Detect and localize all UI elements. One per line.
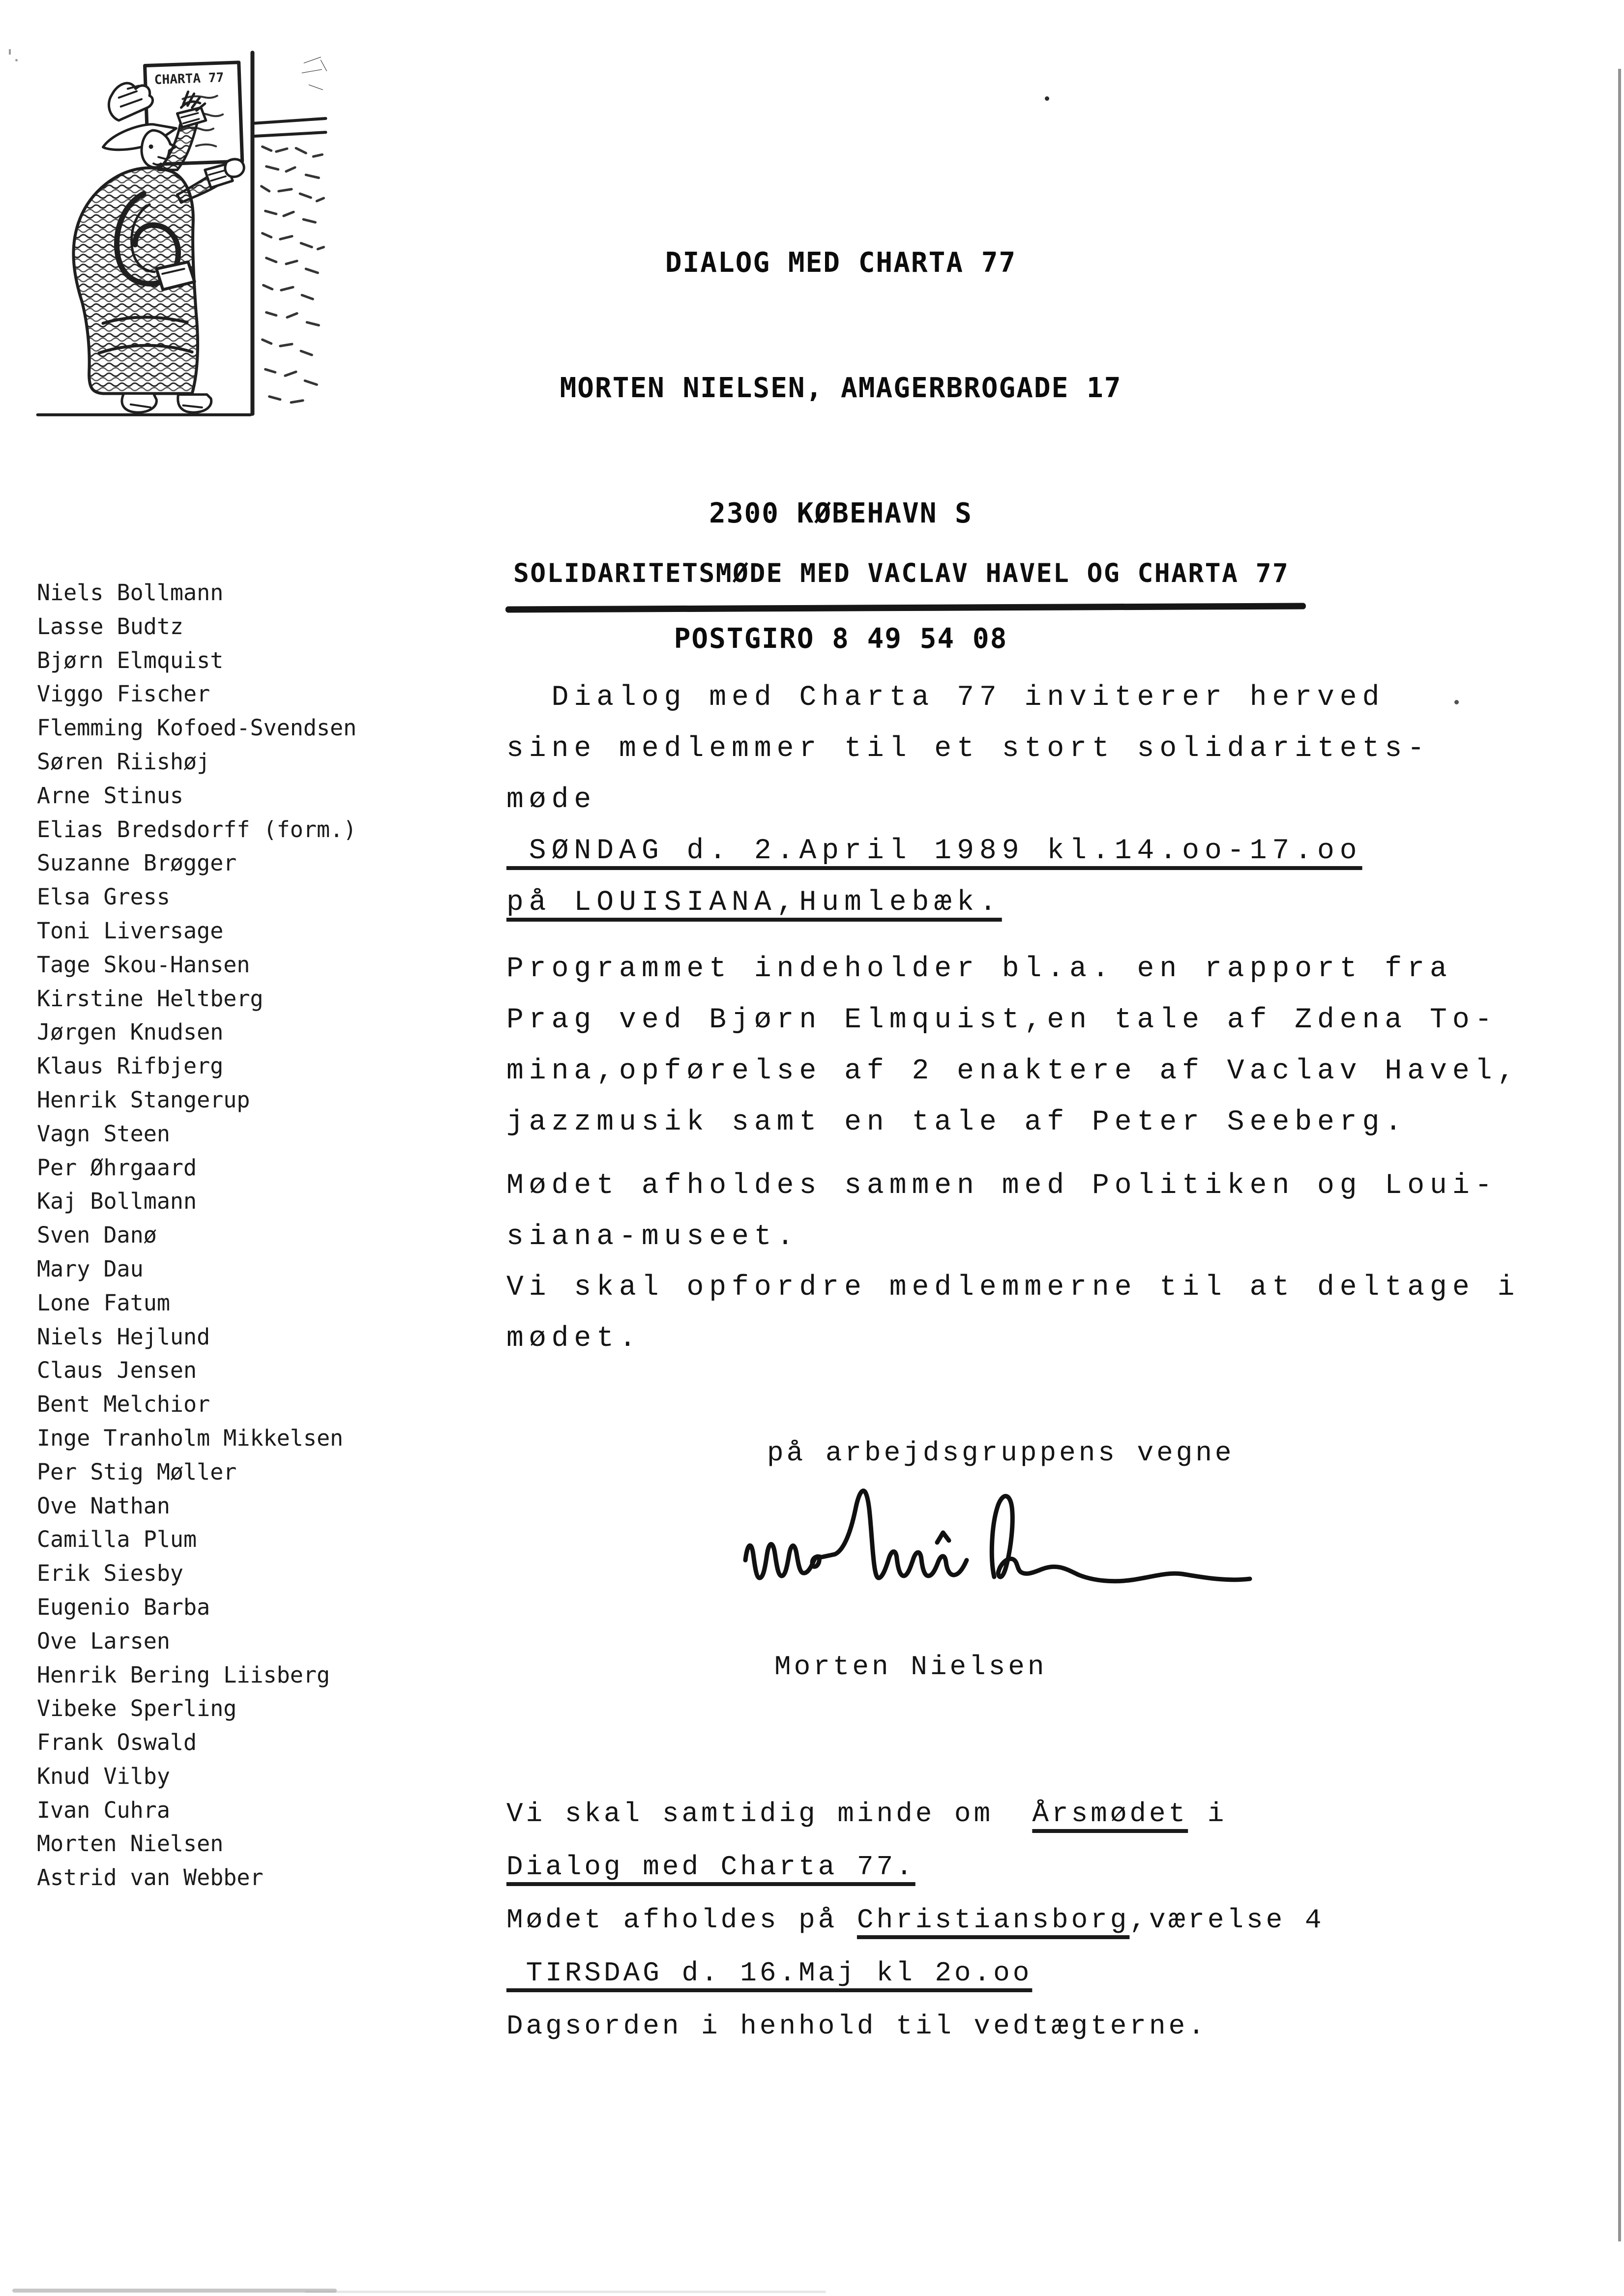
body-line: mina,opførelse af 2 enaktere af Vaclav Havel,	[506, 1055, 1520, 1087]
member-name: Ove Nathan	[37, 1492, 170, 1519]
paragraph-annual-meeting	[506, 1787, 1485, 2053]
member-name: Tage Skou-Hansen	[37, 951, 250, 978]
scan-artifact-bottom-smudge-faint	[305, 2291, 826, 2293]
member-name: Ivan Cuhra	[37, 1797, 170, 1823]
member-name: Niels Hejlund	[37, 1323, 210, 1350]
member-name: Claus Jensen	[37, 1357, 197, 1384]
member-name: Vibeke Sperling	[37, 1695, 237, 1722]
body-line: Dialog med Charta 77 inviterer herved	[506, 682, 1385, 714]
body-line: Vi skal opfordre medlemmerne til at deltage i	[506, 1272, 1520, 1304]
meeting-place-line	[506, 877, 1485, 929]
paragraph-cohosts	[506, 1161, 1498, 1263]
member-name: Eugenio Barba	[37, 1594, 210, 1620]
member-name: Bjørn Elmquist	[37, 647, 224, 673]
member-name: Niels Bollmann	[37, 580, 224, 606]
member-name-list	[37, 576, 356, 1895]
poster-title: CHARTA 77	[154, 70, 224, 88]
member-name: Vagn Steen	[37, 1120, 170, 1147]
scan-artifact-speck	[9, 49, 11, 55]
member-name: Flemming Kofoed-Svendsen	[37, 715, 357, 741]
body-line: Programmet indeholder bl.a. en rapport fra	[506, 953, 1452, 985]
member-name: Per Stig Møller	[37, 1458, 237, 1485]
member-name: Frank Oswald	[37, 1729, 197, 1756]
letterhead-org: DIALOG MED CHARTA 77	[665, 247, 1017, 279]
member-name: Toni Liversage	[37, 917, 224, 944]
member-name: Knud Vilby	[37, 1763, 170, 1789]
member-name: Inge Tranholm Mikkelsen	[37, 1424, 344, 1451]
meeting-date-line	[506, 826, 1485, 877]
valediction	[767, 1427, 1624, 1479]
scan-artifact-dot	[1045, 96, 1049, 101]
member-name: Jørgen Knudsen	[37, 1019, 224, 1046]
member-name: Erik Siesby	[37, 1560, 184, 1587]
member-name: Ove Larsen	[37, 1628, 170, 1654]
letterhead-postgiro: POSTGIRO 8 49 54 08	[674, 623, 1008, 655]
member-name: Camilla Plum	[37, 1526, 197, 1553]
body-line: Vi skal samtidig minde om Årsmødet i	[506, 1798, 1227, 1830]
member-name: Arne Stinus	[37, 782, 184, 809]
member-name: Henrik Bering Liisberg	[37, 1661, 330, 1688]
body-line: på arbejdsgruppens vegne	[767, 1437, 1235, 1469]
body-line: siana-museet.	[506, 1221, 799, 1253]
letterhead-contact: MORTEN NIELSEN, AMAGERBROGADE 17	[560, 372, 1122, 404]
letterhead-city: 2300 KØBEHAVN S	[709, 497, 973, 529]
body-line: Prag ved Bjørn Elmquist,en tale af Zdena To-	[506, 1004, 1498, 1036]
member-name: Suzanne Brøgger	[37, 850, 237, 876]
body-line: Mødet afholdes sammen med Politiken og Loui-	[506, 1170, 1498, 1202]
body-line: jazzmusik samt en tale af Peter Seeberg.	[506, 1106, 1408, 1138]
letter-title: SOLIDARITETSMØDE MED VACLAV HAVEL OG CHARTA 77	[513, 558, 1290, 588]
body-line: Morten Nielsen	[774, 1651, 1047, 1683]
body-line: sine medlemmer til et stort solidaritets-	[506, 733, 1430, 765]
member-name: Bent Melchior	[37, 1391, 210, 1418]
member-name: Lone Fatum	[37, 1289, 170, 1316]
body-line: møde	[506, 784, 597, 816]
member-name: Astrid van Webber	[37, 1864, 264, 1891]
letterhead	[502, 158, 1180, 743]
member-name: Mary Dau	[37, 1255, 144, 1282]
member-name: Elias Bredsdorff (form.)	[37, 816, 357, 843]
member-name: Kirstine Heltberg	[37, 985, 264, 1012]
body-line: TIRSDAG d. 16.Maj kl 2o.oo	[506, 1957, 1033, 1989]
member-name: Lasse Budtz	[37, 613, 184, 639]
paragraph-invitation	[506, 672, 1485, 826]
typed-signature-name	[774, 1641, 1624, 1692]
body-line: mødet.	[506, 1323, 642, 1355]
member-name: Klaus Rifbjerg	[37, 1053, 224, 1079]
member-name: Sven Danø	[37, 1222, 157, 1249]
paragraph-programme	[506, 944, 1520, 1148]
member-name: Viggo Fischer	[37, 681, 210, 707]
scan-artifact-bottom-smudge	[12, 2289, 337, 2293]
scan-artifact-right-edge	[1618, 69, 1621, 2241]
body-line: SØNDAG d. 2.April 1989 kl.14.oo-17.oo	[506, 835, 1362, 867]
body-line: Mødet afholdes på Christiansborg,værelse 4	[506, 1904, 1325, 1936]
body-line: på LOUISIANA,Humlebæk.	[506, 887, 1002, 919]
member-name: Morten Nielsen	[37, 1831, 224, 1857]
scan-artifact-speck	[15, 59, 18, 61]
member-name: Kaj Bollmann	[37, 1188, 197, 1215]
member-name: Henrik Stangerup	[37, 1086, 250, 1113]
charta77-logo-illustration	[29, 45, 331, 421]
member-name: Per Øhrgaard	[37, 1154, 197, 1181]
paragraph-encouragement	[506, 1262, 1520, 1365]
member-name: Søren Riishøj	[37, 748, 210, 775]
wall-texture	[262, 146, 324, 402]
member-name: Elsa Gress	[37, 884, 170, 910]
handwritten-signature	[738, 1485, 1261, 1591]
body-line: Dialog med Charta 77.	[506, 1851, 915, 1883]
body-line: Dagsorden i henhold til vedtægterne.	[506, 2010, 1208, 2042]
